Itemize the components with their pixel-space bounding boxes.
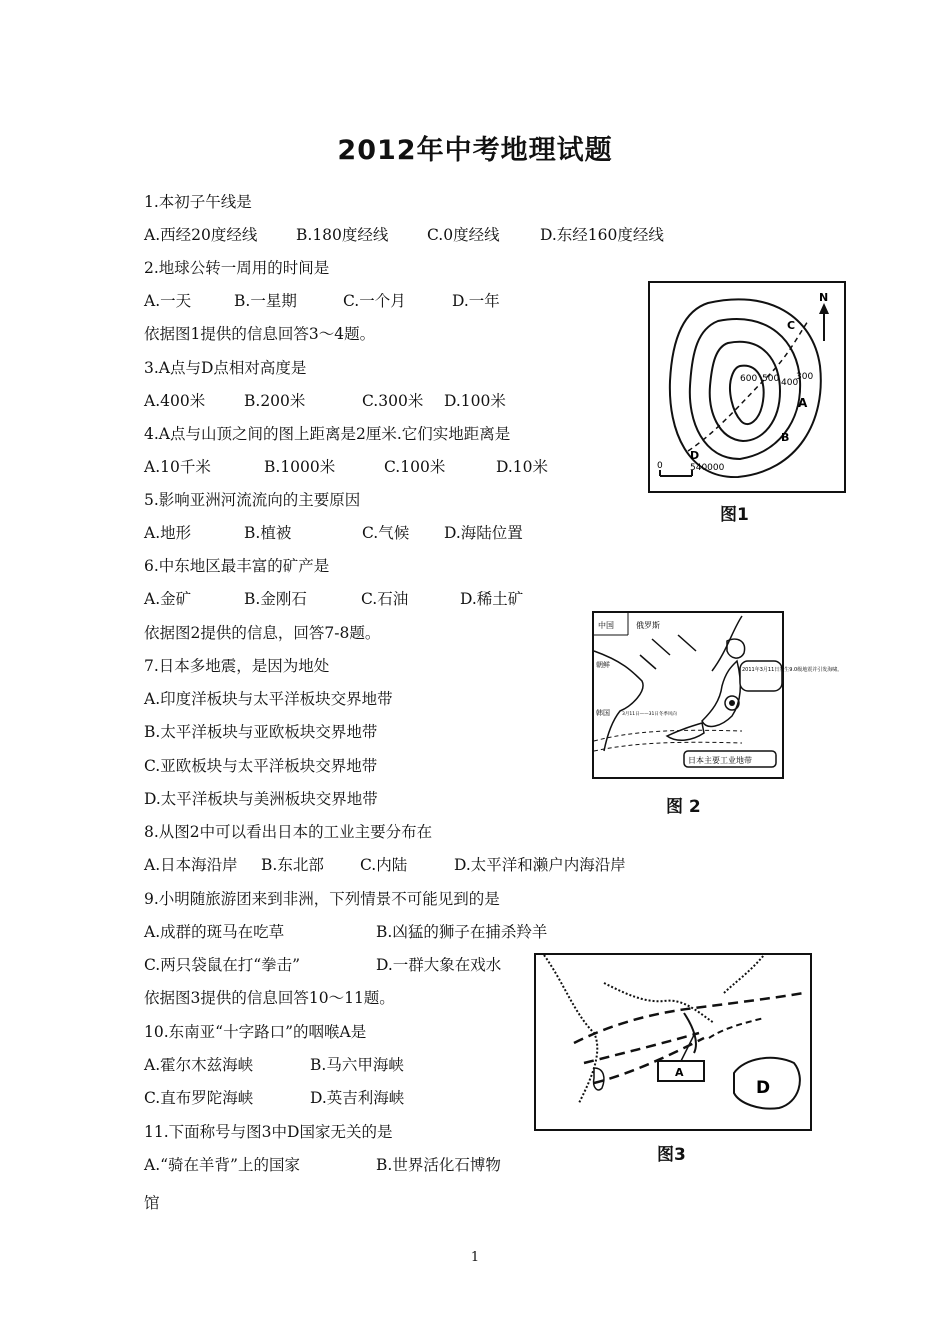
option: A.金矿 bbox=[144, 590, 192, 608]
figure-1-contour-map bbox=[648, 281, 846, 493]
option: A.一天 bbox=[144, 292, 192, 310]
point-b-label: B bbox=[781, 431, 790, 444]
option: D.太平洋和濑户内海沿岸 bbox=[454, 856, 626, 874]
option: A.“骑在羊背”上的国家 bbox=[144, 1156, 300, 1174]
question-text: 11.下面称号与图3中D国家无关的是 bbox=[144, 1123, 393, 1141]
point-c-label: C bbox=[787, 319, 796, 332]
contour-400: 400 bbox=[781, 378, 799, 388]
option: B.一星期 bbox=[234, 292, 297, 310]
page-number: 1 bbox=[470, 1250, 480, 1265]
korea-label: 韩国 bbox=[596, 709, 610, 717]
option: C.内陆 bbox=[360, 856, 408, 874]
question-text: 7.日本多地震，是因为地处 bbox=[144, 657, 330, 675]
option: C.300米 bbox=[362, 392, 424, 410]
question-text: A.印度洋板块与太平洋板块交界地带 bbox=[144, 690, 393, 708]
option: C.石油 bbox=[361, 590, 409, 608]
question-text: 4.A点与山顶之间的图上距离是2厘米.它们实地距离是 bbox=[144, 425, 511, 443]
option: C.100米 bbox=[384, 458, 446, 476]
option: D.一群大象在戏水 bbox=[376, 956, 502, 974]
option: A.霍尔木兹海峡 bbox=[144, 1056, 254, 1074]
option: C.0度经线 bbox=[427, 226, 500, 244]
option: D.海陆位置 bbox=[444, 524, 523, 542]
question-text: 馆 bbox=[144, 1194, 160, 1212]
option: B.东北部 bbox=[261, 856, 324, 874]
figure-3-caption: 图3 bbox=[657, 1145, 686, 1165]
option: B.金刚石 bbox=[244, 590, 307, 608]
wind-note: 3月11日——31日冬季风向 bbox=[622, 712, 677, 717]
question-text: 5.影响亚洲河流流向的主要原因 bbox=[144, 491, 361, 509]
option: A.成群的斑马在吃草 bbox=[144, 923, 285, 941]
option: B.200米 bbox=[244, 392, 306, 410]
question-text: 8.从图2中可以看出日本的工业主要分布在 bbox=[144, 823, 433, 841]
question-text: C.亚欧板块与太平洋板块交界地带 bbox=[144, 757, 378, 775]
option: B.180度经线 bbox=[296, 226, 389, 244]
contour-300: 300 bbox=[796, 372, 814, 382]
option: B.凶猛的狮子在捕杀羚羊 bbox=[376, 923, 548, 941]
option: A.400米 bbox=[144, 392, 206, 410]
question-text: 10.东南亚“十字路口”的咽喉A是 bbox=[144, 1023, 367, 1041]
option: A.日本海沿岸 bbox=[144, 856, 238, 874]
option: B.植被 bbox=[244, 524, 292, 542]
quake-note: 2011年3月11日发生9.0级地震并引发海啸。 bbox=[742, 667, 843, 673]
scale-label: 540000 bbox=[690, 463, 725, 473]
question-text: D.太平洋板块与美洲板块交界地带 bbox=[144, 790, 378, 808]
option: C.一个月 bbox=[343, 292, 406, 310]
option: D.一年 bbox=[452, 292, 500, 310]
option: D.100米 bbox=[444, 392, 506, 410]
north-label: N bbox=[819, 291, 829, 304]
option: B.世界活化石博物 bbox=[376, 1156, 501, 1174]
question-text: 2.地球公转一周用的时间是 bbox=[144, 259, 330, 277]
contour-500: 500 bbox=[762, 374, 780, 384]
option: B.1000米 bbox=[264, 458, 336, 476]
option: A.10千米 bbox=[144, 458, 211, 476]
question-text: 3.A点与D点相对高度是 bbox=[144, 359, 307, 377]
question-text: B.太平洋板块与亚欧板块交界地带 bbox=[144, 723, 378, 741]
figure-1-caption: 图1 bbox=[720, 505, 749, 525]
option: A.地形 bbox=[144, 524, 192, 542]
option: D.东经160度经线 bbox=[540, 226, 664, 244]
north-arrow-icon bbox=[819, 303, 829, 341]
question-text: 依据图3提供的信息回答10～11题。 bbox=[144, 989, 395, 1007]
option: C.两只袋鼠在打“拳击” bbox=[144, 956, 301, 974]
country-d-label: D bbox=[756, 1078, 771, 1098]
question-text: 9.小明随旅游团来到非洲，下列情景不可能见到的是 bbox=[144, 890, 500, 908]
dprk-label: 朝鲜 bbox=[596, 661, 610, 669]
figure-2-caption: 图 2 bbox=[666, 797, 701, 817]
figure-3-southeast-asia-map bbox=[534, 953, 812, 1131]
page-title: 2012年中考地理试题 bbox=[337, 135, 613, 166]
question-text: 6.中东地区最丰富的矿产是 bbox=[144, 557, 330, 575]
point-a-label: A bbox=[798, 396, 808, 410]
option: B.马六甲海峡 bbox=[310, 1056, 404, 1074]
option: C.直布罗陀海峡 bbox=[144, 1089, 254, 1107]
question-text: 1.本初子午线是 bbox=[144, 193, 252, 211]
russia-label: 俄罗斯 bbox=[636, 621, 660, 630]
scale-zero-label: 0 bbox=[657, 461, 663, 471]
point-d-label: D bbox=[690, 449, 700, 462]
question-text: 依据图1提供的信息回答3～4题。 bbox=[144, 325, 376, 343]
option: C.气候 bbox=[362, 524, 410, 542]
contour-600: 600 bbox=[740, 374, 758, 384]
china-label: 中国 bbox=[598, 621, 614, 630]
question-text: 依据图2提供的信息，回答7-8题。 bbox=[144, 624, 381, 642]
option: D.稀土矿 bbox=[460, 590, 524, 608]
option: D.英吉利海峡 bbox=[310, 1089, 405, 1107]
industry-label: 日本主要工业地带 bbox=[688, 756, 752, 765]
strait-a-label: A bbox=[675, 1066, 684, 1079]
option: D.10米 bbox=[496, 458, 549, 476]
figure-2-japan-map bbox=[592, 611, 843, 779]
option: A.西经20度经线 bbox=[144, 226, 258, 244]
